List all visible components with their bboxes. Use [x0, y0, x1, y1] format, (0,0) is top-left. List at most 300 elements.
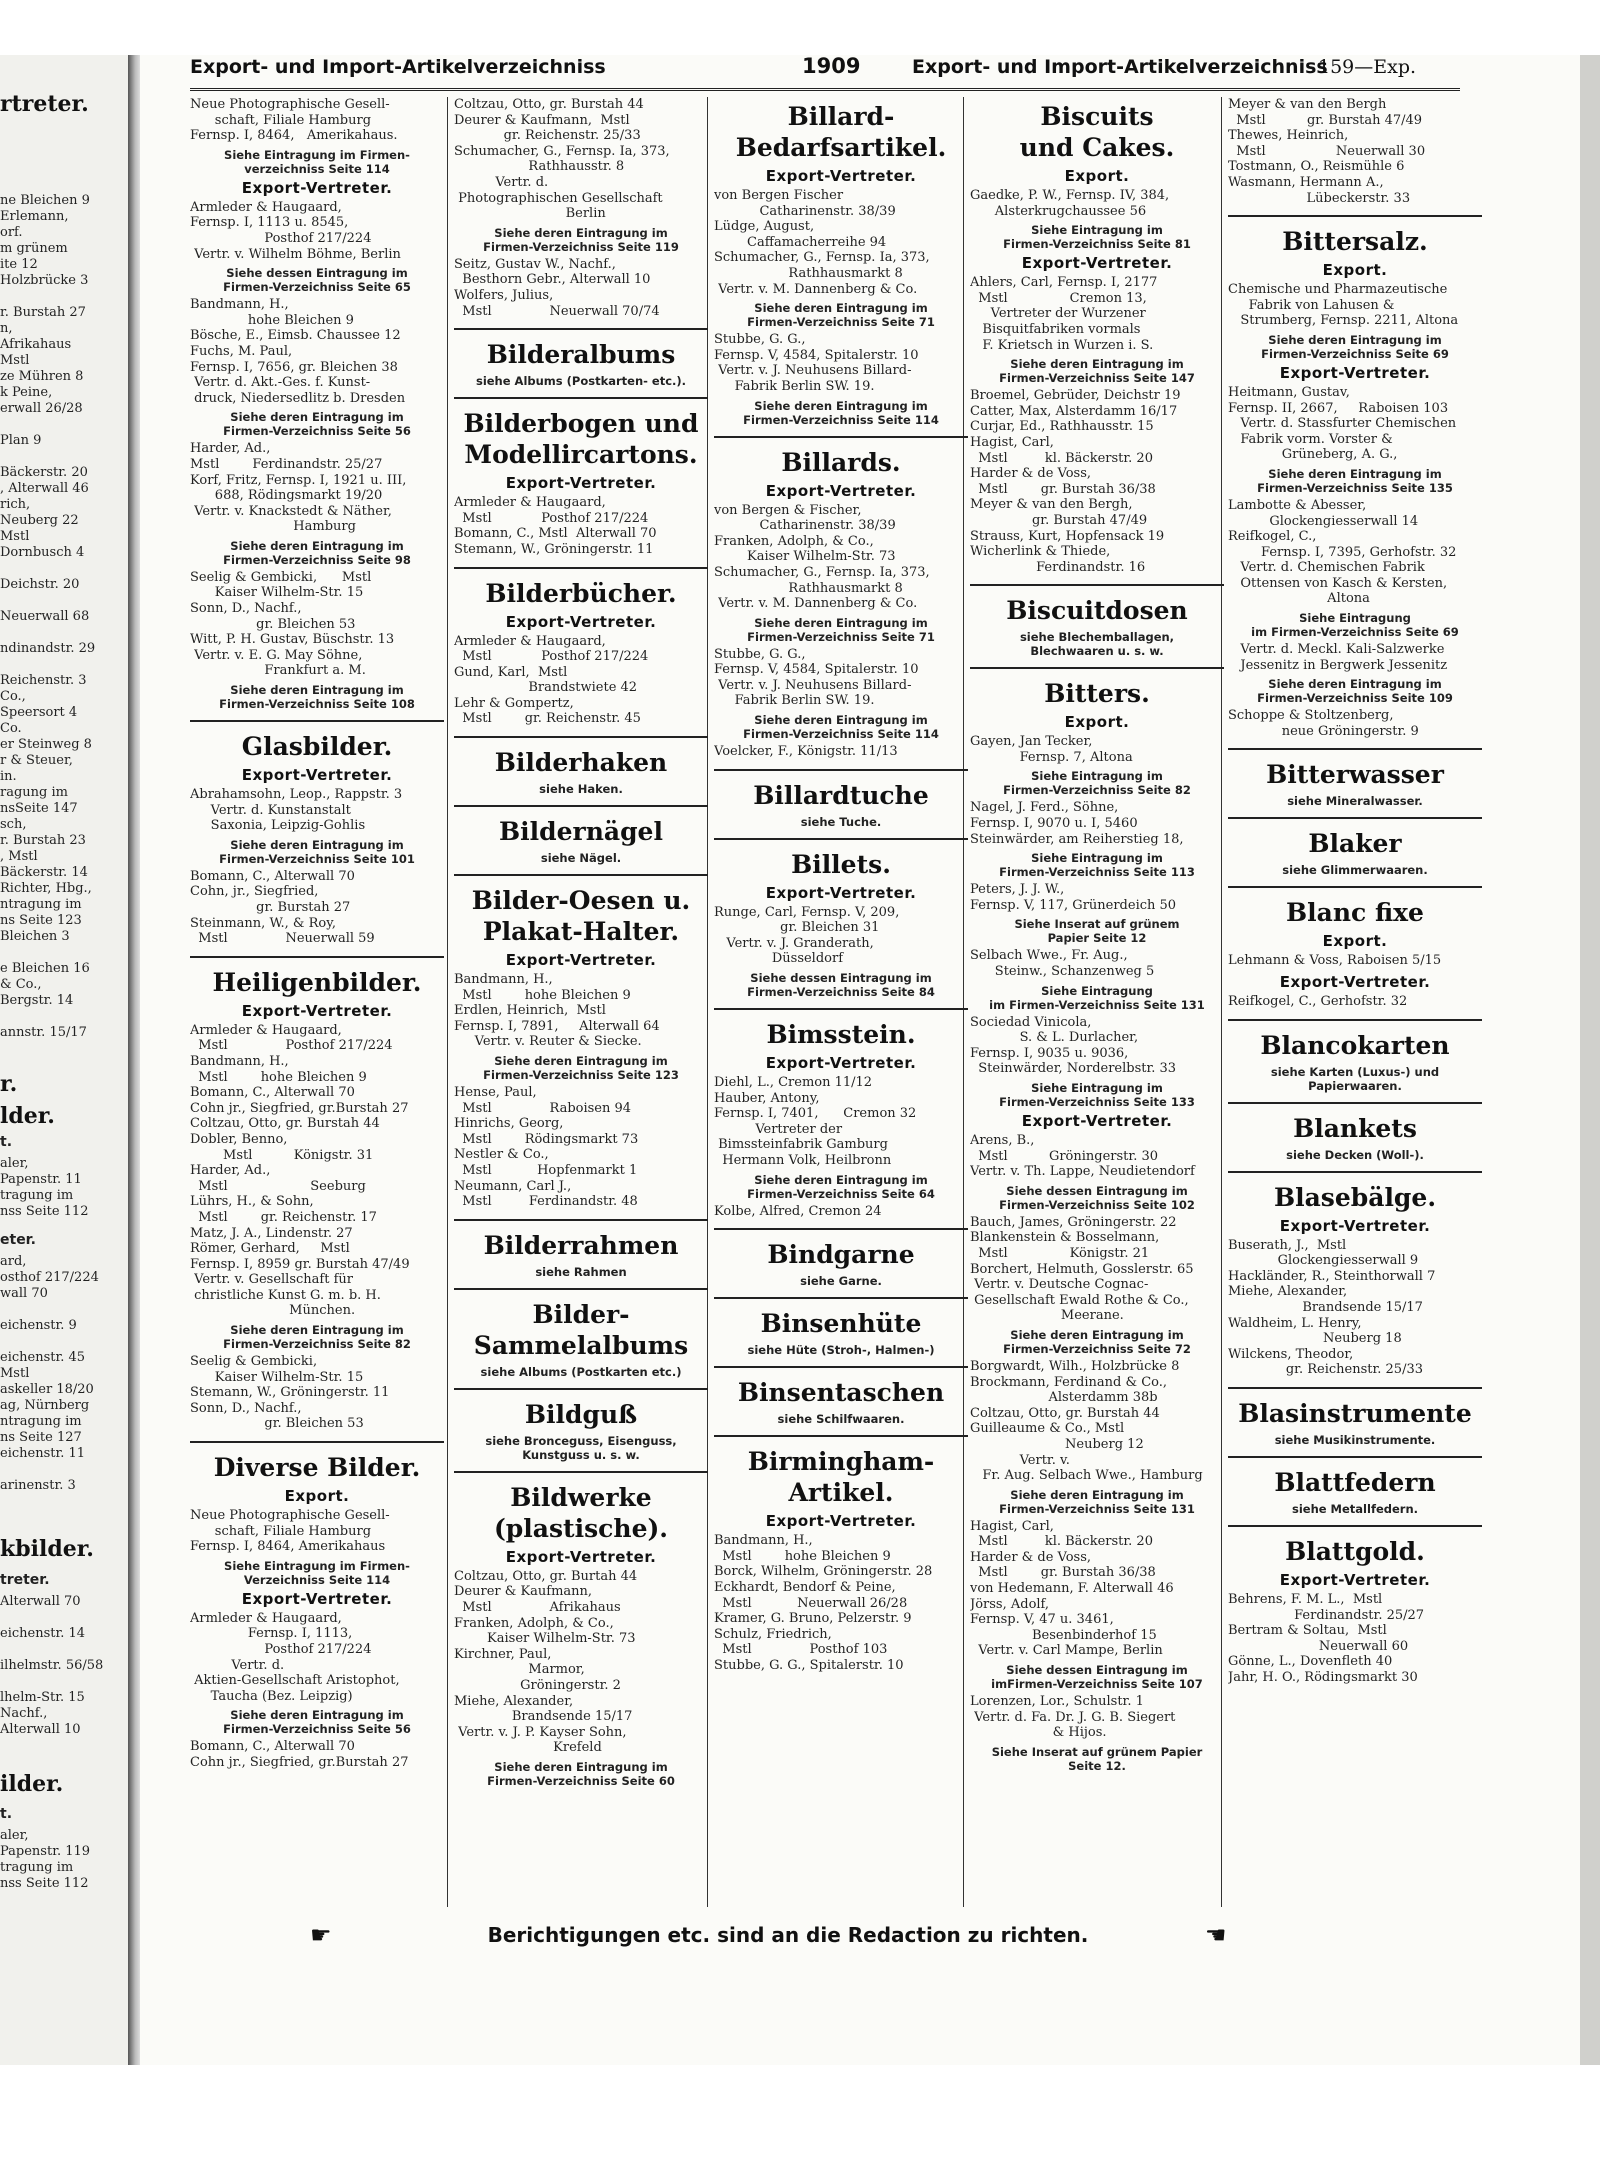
directory-entry-line: Glockengiesserwall 9 [1228, 1253, 1419, 1269]
directory-entry-line: Matz, J. A., Lindenstr. 27 [190, 1225, 353, 1241]
cross-reference-note: Siehe deren Eintragung im Firmen-Verzeichniss Seite 109 [1257, 677, 1453, 706]
entry-group [970, 1015, 1224, 1077]
directory-entry-line: Coltzau, Otto, gr. Burtah 44 [454, 1568, 638, 1584]
left-page-text-fragment: ite 12 [0, 257, 38, 272]
directory-entry-line: Vertr. v. Th. Lappe, Neudietendorf [970, 1164, 1195, 1180]
directory-entry-line: Vertr. v. Deutsche Cognac- [970, 1277, 1149, 1293]
directory-entry-line: Cohn, jr., Siegfried, [190, 884, 319, 900]
directory-entry-line: Schoppe & Stoltzenberg, [1228, 708, 1394, 724]
cross-reference-note: Siehe dessen Eintragung im Firmen-Verzeichniss Seite 84 [747, 971, 935, 1000]
directory-entry-line: Mstl gr. Burstah 36/38 [970, 1565, 1156, 1581]
left-page-text-fragment: t. [0, 1134, 13, 1150]
directory-entry-line: Vertr. d. [190, 1657, 285, 1673]
page-number: 159—Exp. [1318, 56, 1417, 78]
directory-entry-line: gr. Bleichen 31 [714, 920, 880, 936]
subsection-heading: Export-Vertreter. [505, 951, 657, 970]
entry-group [190, 787, 444, 834]
directory-entry-line: Dobler, Benno, [190, 1131, 288, 1147]
directory-entry-line: Neue Photographische Gesell- [190, 97, 390, 112]
section-divider [1228, 1102, 1482, 1104]
directory-entry-line: gr. Reichenstr. 25/33 [1228, 1362, 1423, 1378]
directory-entry-line: Vertr. v. M. Dannenberg & Co. [714, 596, 918, 612]
cross-reference-note: Siehe deren Eintragung im Firmen-Verzeichniss Seite 135 [1257, 466, 1453, 495]
directory-entry-line: Armleder & Haugaard, [190, 199, 342, 215]
left-page-text-fragment: ns Seite 123 [0, 913, 82, 928]
directory-entry-line: Kaiser Wilhelm-Str. 73 [714, 549, 896, 565]
directory-entry-line: Nagel, J. Ferd., Söhne, [970, 800, 1119, 816]
directory-entry-line: Chemische und Pharmazeutische [1228, 282, 1448, 298]
left-page-text-fragment: Reichenstr. 3 [0, 673, 87, 688]
section-heading: Blanc fixe [1286, 898, 1424, 928]
section-heading: Bilder-Sammelalbums [473, 1299, 689, 1360]
entry-group [1228, 1592, 1482, 1686]
directory-entry-line: Mstl gr. Reichenstr. 45 [454, 711, 641, 727]
section-heading: Bildernägel [499, 817, 663, 847]
subsection-heading: Export-Vertreter. [1279, 1216, 1431, 1235]
left-page-text-fragment: Bäckerstr. 20 [0, 465, 88, 480]
header-year: 1909 [802, 54, 861, 78]
directory-entry-line: Saxonia, Leipzig-Gohlis [190, 818, 366, 834]
entry-group [970, 1694, 1224, 1741]
section-heading: Blankets [1293, 1113, 1417, 1143]
directory-entry-line: Strumberg, Fernsp. 2211, Altona [1228, 313, 1459, 329]
directory-entry-line: Schumacher, G., Fernsp. Ia, 373, [454, 143, 670, 159]
cross-reference-note: siehe Haken. [539, 782, 623, 797]
directory-entry-line: Vertr. v. [970, 1452, 1070, 1468]
cross-reference-note: Siehe deren Eintragung im Firmen-Verzeichniss Seite 114 [743, 398, 939, 427]
entry-group [714, 503, 968, 612]
subsection-heading: Export. [284, 1487, 350, 1506]
directory-entry-line: Franken, Adolph, & Co., [714, 533, 874, 549]
directory-entry-line: Gesellschaft Ewald Rothe & Co., [970, 1292, 1189, 1308]
directory-entry-line: Alsterkrugchaussee 56 [970, 203, 1147, 219]
left-page-text-fragment: nsSeite 147 [0, 801, 78, 816]
entry-group [190, 97, 444, 144]
directory-entry-line: Harder & de Voss, [970, 466, 1092, 482]
directory-entry-line: Mstl Gröningerstr. 30 [970, 1148, 1158, 1164]
entry-group [1228, 385, 1482, 463]
subsection-heading: Export-Vertreter. [1279, 1570, 1431, 1589]
directory-entry-line: gr. Bleichen 53 [190, 616, 356, 632]
cross-reference-note: siehe Metallfedern. [1291, 1501, 1419, 1516]
directory-entry-line: Fernsp. I, 7891, Alterwall 64 [454, 1018, 660, 1034]
section-heading: Glasbilder. [241, 732, 393, 762]
directory-entry-line: Stubbe, G. G., Spitalerstr. 10 [714, 1657, 904, 1673]
directory-entry-line: Glockengiesserwall 14 [1228, 513, 1419, 529]
section-divider [190, 1441, 444, 1443]
section-heading: Bittersalz. [1282, 227, 1428, 257]
directory-entry-line: Mstl hohe Bleichen 9 [714, 1548, 891, 1564]
directory-entry-line: Bimssteinfabrik Gamburg [714, 1137, 888, 1153]
directory-entry-line: Aktien-Gesellschaft Aristophot, [190, 1673, 400, 1689]
left-page-text-fragment: er Steinweg 8 [0, 737, 92, 752]
directory-entry-line: Vertr. v. Reuter & Siecke. [454, 1034, 642, 1050]
entry-group [454, 495, 708, 557]
entry-group [970, 800, 1224, 847]
directory-entry-line: Lüdge, August, [714, 219, 815, 235]
section-heading: Bilderhaken [494, 748, 668, 778]
directory-entry-line: Heitmann, Gustav, [1228, 384, 1350, 400]
section-heading: Bimsstein. [766, 1020, 916, 1050]
section-divider [190, 720, 444, 722]
entry-group [714, 647, 968, 709]
left-page-text-fragment: ilder. [0, 1771, 64, 1797]
directory-entry-line: Broemel, Gebrüder, Deichstr 19 [970, 388, 1181, 404]
directory-entry-line: Vertreter der [714, 1121, 843, 1137]
left-page-text-fragment: Dornbusch 4 [0, 545, 85, 560]
section-divider [1228, 1525, 1482, 1527]
directory-entry-line: Neue Photographische Gesell- [190, 1508, 390, 1524]
column-rule [447, 97, 448, 1907]
section-heading: Bilderbücher. [485, 578, 677, 608]
section-divider [714, 1366, 968, 1368]
directory-entry-line: Mstl Posthof 217/224 [454, 649, 649, 665]
subsection-heading: Export-Vertreter. [505, 474, 657, 493]
directory-entry-line: druck, Niedersedlitz b. Dresden [190, 390, 406, 406]
entry-group [970, 188, 1224, 219]
directory-entry-line: Brockmann, Ferdinand & Co., [970, 1374, 1167, 1390]
subsection-heading: Export-Vertreter. [765, 1512, 917, 1531]
left-page-text-fragment: Erlemann, [0, 209, 69, 224]
directory-entry-line: Vertr. v. M. Dannenberg & Co. [714, 281, 918, 297]
section-divider [454, 736, 708, 738]
section-heading: Blaker [1308, 829, 1402, 859]
directory-entry-line: Mstl Cremon 13, [970, 290, 1147, 306]
entry-group [454, 1085, 708, 1210]
left-page-text-fragment: arinenstr. 3 [0, 1478, 76, 1493]
directory-column-3 [714, 97, 968, 1907]
directory-entry-line: Meyer & van den Bergh, [970, 497, 1133, 513]
left-page-text-fragment: Deichstr. 20 [0, 577, 80, 592]
entry-group [190, 441, 444, 535]
directory-entry-line: Bösche, E., Eimsb. Chaussee 12 [190, 328, 401, 344]
directory-entry-line: gr. Bleichen 53 [190, 1416, 364, 1432]
left-page-text-fragment: eter. [0, 1232, 36, 1248]
left-page-fragment [0, 55, 128, 2065]
left-page-text-fragment: ndinandstr. 29 [0, 641, 96, 656]
footer-notice [300, 1918, 1300, 1954]
cross-reference-note: Siehe deren Eintragung im Firmen-Verzeichniss Seite 71 [747, 615, 935, 644]
section-heading: Bilderrahmen [483, 1230, 679, 1260]
entry-group [714, 744, 968, 760]
directory-entry-line: Marmor, [454, 1662, 585, 1678]
directory-entry-line: Harder, Ad., [190, 1163, 271, 1179]
directory-entry-line: Jahr, H. O., Rödingsmarkt 30 [1228, 1669, 1418, 1685]
directory-column-1 [190, 97, 444, 1907]
cross-reference-note: Siehe deren Eintragung im Firmen-Verzeichniss Seite 101 [219, 837, 415, 866]
entry-group [1228, 642, 1482, 673]
cross-reference-note: Siehe Eintragung im Firmen-Verzeichniss Seite 131 [989, 983, 1205, 1012]
directory-entry-line: Fernsp. I, 9070 u. I, 5460 [970, 816, 1138, 832]
cross-reference-note: Siehe deren Eintragung im Firmen-Verzeichniss Seite 60 [487, 1759, 675, 1788]
directory-entry-line: Vertr. d. Meckl. Kali-Salzwerke [1228, 642, 1445, 658]
cross-reference-note: siehe Nägel. [540, 851, 622, 866]
left-page-text-fragment: Mstl [0, 1366, 30, 1381]
directory-entry-line: Voelcker, F., Königstr. 11/13 [714, 744, 898, 760]
directory-entry-line: Bertram & Soltau, Mstl [1228, 1623, 1387, 1639]
directory-entry-line: Bomann, C., Alterwall 70 [190, 868, 355, 884]
cross-reference-note: Siehe Inserat auf grünem Papier Seite 12 [1014, 917, 1180, 946]
directory-entry-line: Mstl Posthof 103 [714, 1642, 888, 1658]
directory-entry-line: Steinwärder, am Reiherstieg 18, [970, 831, 1184, 847]
cross-reference-note: Siehe Eintragung im Firmen-Verzeichniss Seite 81 [1003, 223, 1191, 252]
directory-entry-line: Mstl Neuerwall 30 [1228, 143, 1426, 159]
section-divider [1228, 886, 1482, 888]
left-page-text-fragment: osthof 217/224 [0, 1270, 99, 1285]
directory-entry-line: Vertreter der Wurzener [970, 306, 1146, 322]
left-page-text-fragment: Co. [0, 721, 22, 736]
section-divider [454, 805, 708, 807]
directory-entry-line: Bauch, James, Gröningerstr. 22 [970, 1214, 1177, 1230]
directory-entry-line: Mstl Rödingsmarkt 73 [454, 1131, 639, 1147]
directory-entry-line: Sonn, D., Nachf., [190, 601, 302, 617]
entry-group [970, 1359, 1224, 1484]
entry-group [1228, 708, 1482, 739]
left-page-text-fragment: rtreter. [0, 91, 89, 117]
left-page-text-fragment: aler, [0, 1828, 29, 1843]
section-divider [454, 1471, 708, 1473]
cross-reference-note: Siehe dessen Eintragung im imFirmen-Verzeichniss Seite 107 [991, 1663, 1203, 1692]
section-divider [454, 1219, 708, 1221]
left-page-text-fragment: Afrikahaus [0, 337, 72, 352]
directory-entry-line: Steinmann, W., & Roy, [190, 915, 336, 931]
directory-entry-line: Brandsende 15/17 [1228, 1300, 1423, 1315]
entry-group [714, 905, 968, 967]
directory-entry-line: Gayen, Jan Tecker, [970, 734, 1093, 750]
directory-entry-line: Jörss, Adolf, [970, 1596, 1050, 1612]
left-page-text-fragment: ilhelmstr. 56/58 [0, 1658, 104, 1673]
section-heading: Bitters. [1044, 679, 1150, 709]
directory-entry-line: Erdlen, Heinrich, Mstl [454, 1003, 606, 1019]
cross-reference-note: Siehe deren Eintragung im Firmen-Verzeichniss Seite 147 [999, 357, 1195, 386]
section-divider [1228, 817, 1482, 819]
left-page-text-fragment: Alterwall 70 [0, 1594, 81, 1609]
section-heading: Bilder-Oesen u. Plakat-Halter. [471, 886, 691, 947]
directory-entry-line: Vertr. v. E. G. May Söhne, [190, 647, 363, 663]
left-page-text-fragment: & Co., [0, 977, 42, 992]
directory-entry-line: Bandmann, H., [714, 1533, 813, 1549]
entry-group [190, 297, 444, 406]
cross-reference-note: Siehe deren Eintragung im Firmen-Verzeichniss Seite 131 [999, 1487, 1195, 1516]
directory-entry-line: Reifkogel, C., Gerhofstr. 32 [1228, 994, 1408, 1010]
directory-entry-line: Steinw., Schanzenweg 5 [970, 964, 1155, 980]
left-page-text-fragment: Plan 9 [0, 433, 42, 448]
header-title-right: Export- und Import-Artikelverzeichniss [912, 56, 1328, 78]
subsection-heading: Export-Vertreter. [1021, 1112, 1173, 1130]
directory-entry-line: Alsterdamm 38b [970, 1390, 1158, 1406]
left-page-text-fragment: orf. [0, 225, 23, 240]
entry-group [970, 948, 1224, 979]
running-head [190, 48, 1460, 91]
directory-entry-line: Arens, B., [970, 1133, 1035, 1148]
entry-group [714, 1533, 968, 1673]
directory-entry-line: Hagist, Carl, [970, 434, 1054, 450]
directory-entry-line: Fernsp. I, 9035 u. 9036, [970, 1045, 1129, 1061]
entry-group [970, 1133, 1224, 1180]
left-page-text-fragment: rich, [0, 497, 31, 512]
subsection-heading: Export-Vertreter. [241, 1589, 393, 1608]
directory-entry-line: Korf, Fritz, Fernsp. I, 1921 u. III, [190, 472, 407, 488]
directory-entry-line: Lübeckerstr. 33 [1228, 190, 1411, 206]
entry-group [714, 188, 968, 297]
left-page-text-fragment: Holzbrücke 3 [0, 273, 89, 288]
directory-entry-line: Armleder & Haugaard, [454, 633, 606, 649]
directory-entry-line: Fabrik Berlin SW. 19. [714, 378, 875, 394]
directory-entry-line: von Bergen Fischer [714, 188, 844, 203]
directory-entry-line: gr. Burstah 27 [190, 900, 351, 915]
cross-reference-note: Siehe Eintragung im Firmen- verzeichniss Seite 114 [224, 147, 410, 176]
section-heading: Diverse Bilder. [213, 1453, 421, 1483]
left-page-text-fragment: eichenstr. 9 [0, 1318, 77, 1333]
directory-entry-line: Catharinenstr. 38/39 [714, 518, 896, 534]
directory-entry-line: Diehl, L., Cremon 11/12 [714, 1075, 873, 1091]
directory-entry-line: Lehmann & Voss, Raboisen 5/15 [1228, 953, 1442, 969]
left-page-text-fragment: nss Seite 112 [0, 1204, 89, 1219]
cross-reference-note: Siehe deren Eintragung im Firmen-Verzeichniss Seite 119 [483, 225, 679, 254]
directory-entry-line: Stemann, W., Gröningerstr. 11 [454, 541, 654, 557]
section-heading: Billets. [791, 849, 891, 879]
left-page-text-fragment: eichenstr. 11 [0, 1446, 86, 1461]
subsection-heading: Export-Vertreter. [505, 1547, 657, 1566]
directory-entry-line: Hackländer, R., Steinthorwall 7 [1228, 1268, 1436, 1284]
cross-reference-note: Siehe dessen Eintragung im Firmen-Verzeichniss Seite 65 [223, 266, 411, 295]
cross-reference-note: Siehe Inserat auf grünem Papier Seite 12. [991, 1744, 1203, 1773]
directory-entry-line: Posthof 217/224 [190, 1642, 372, 1657]
directory-entry-line: Mstl Neuerwall 70/74 [454, 303, 660, 319]
directory-entry-line: Steinwärder, Norderelbstr. 33 [970, 1061, 1177, 1077]
section-heading: Bilderbogen und Modellircartons. [463, 409, 699, 470]
directory-entry-line: Fernsp. V, 47 u. 3461, [970, 1612, 1114, 1628]
directory-entry-line: Hermann Volk, Heilbronn [714, 1153, 892, 1168]
directory-entry-line: Abrahamsohn, Leop., Rappstr. 3 [190, 787, 403, 803]
directory-entry-line: Hense, Paul, [454, 1085, 537, 1101]
directory-entry-line: Reifkogel, C., [1228, 529, 1317, 545]
directory-entry-line: Borgwardt, Wilh., Holzbrücke 8 [970, 1358, 1180, 1374]
header-title-left: Export- und Import-Artikelverzeichniss [190, 56, 606, 78]
cross-reference-note: Siehe deren Eintragung im Firmen-Verzeichniss Seite 69 [1261, 332, 1449, 361]
subsection-heading: Export-Vertreter. [1279, 973, 1431, 992]
left-page-text-fragment: ntragung im [0, 1414, 82, 1429]
cross-reference-note: Siehe Eintragung im Firmen-Verzeichniss Seite 69 [1251, 611, 1459, 640]
left-page-text-fragment: Mstl [0, 353, 30, 368]
section-divider [454, 328, 708, 330]
directory-entry-line: Mstl Königstr. 21 [970, 1245, 1150, 1261]
directory-entry-line: 688, Rödingsmarkt 19/20 [190, 488, 383, 504]
directory-entry-line: Harder, Ad., [190, 441, 271, 457]
left-page-text-fragment: r & Steuer, [0, 753, 73, 768]
directory-entry-line: Vertr. d. Stassfurter Chemischen [1228, 416, 1457, 432]
directory-entry-line: Bisquitfabriken vormals [970, 321, 1141, 337]
cross-reference-note: Siehe deren Eintragung im Firmen-Verzeichniss Seite 56 [223, 1708, 411, 1737]
directory-entry-line: Neuberg 12 [970, 1436, 1144, 1452]
entry-group [190, 1611, 444, 1705]
directory-entry-line: schaft, Filiale Hamburg [190, 1523, 372, 1539]
section-heading: Binsenhüte [760, 1309, 922, 1339]
entry-group [454, 634, 708, 728]
left-page-text-fragment: Nachf., [0, 1706, 48, 1721]
cross-reference-note: siehe Decken (Woll-). [1286, 1147, 1424, 1162]
entry-group [714, 1075, 968, 1169]
directory-entry-line: Ferdinandstr. 25/27 [1228, 1607, 1425, 1623]
entry-group [1228, 953, 1482, 969]
directory-entry-line: Selbach Wwe., Fr. Aug., [970, 948, 1128, 964]
directory-entry-line: F. Krietsch in Wurzen i. S. [970, 337, 1154, 353]
directory-entry-line: Posthof 217/224 [190, 230, 372, 246]
subsection-heading: Export-Vertreter. [241, 178, 393, 197]
cross-reference-note: siehe Garne. [800, 1274, 882, 1289]
left-page-text-fragment: ard, [0, 1254, 27, 1269]
left-page-text-fragment: k Peine, [0, 385, 53, 400]
left-page-text-fragment: Neuerwall 68 [0, 609, 90, 624]
left-page-text-fragment: Bäckerstr. 14 [0, 865, 88, 880]
directory-entry-line: Vertr. v. Wilhelm Böhme, Berlin [190, 246, 401, 262]
directory-entry-line: Catharinenstr. 38/39 [714, 203, 896, 219]
directory-column-4 [970, 97, 1224, 1907]
footer-text: Berichtigungen etc. sind an die Redaction zu richten. [487, 1923, 1089, 1947]
cross-reference-note: Siehe deren Eintragung im Firmen-Verzeichniss Seite 72 [1003, 1327, 1191, 1356]
cross-reference-note: Siehe Eintragung im Firmen-Verzeichniss Seite 82 [1003, 769, 1191, 798]
directory-entry-line: Mstl Neuerwall 26/28 [714, 1595, 908, 1611]
entry-group [970, 388, 1224, 575]
directory-entry-line: Vertr. d. Akt.-Ges. f. Kunst- [190, 375, 371, 391]
directory-entry-line: von Hedemann, F. Alterwall 46 [970, 1581, 1174, 1597]
directory-entry-line: Meyer & van den Bergh [1228, 97, 1387, 112]
directory-entry-line: Gaedke, P. W., Fernsp. IV, 384, [970, 188, 1170, 203]
section-heading: Bildguß [524, 1399, 638, 1429]
section-divider [714, 1435, 968, 1437]
section-heading: Binsentaschen [737, 1378, 945, 1408]
directory-entry-line: Sonn, D., Nachf., [190, 1400, 302, 1416]
directory-entry-line: Hamburg [190, 519, 356, 535]
directory-entry-line: Rathhausstr. 8 [454, 159, 625, 175]
directory-entry-line: Ferdinandstr. 16 [970, 559, 1146, 575]
directory-entry-line: München. [190, 1303, 356, 1319]
section-heading: Bildwerke (plastische). [493, 1482, 669, 1543]
directory-entry-line: Wicherlink & Thiede, [970, 544, 1111, 560]
entry-group [190, 1354, 444, 1432]
directory-entry-line: Seitz, Gustav W., Nachf., [454, 256, 616, 272]
section-heading: Blattgold. [1285, 1536, 1425, 1566]
left-page-text-fragment: annstr. 15/17 [0, 1025, 87, 1040]
section-divider [714, 769, 968, 771]
directory-entry-line: Grüneberg, A. G., [1228, 447, 1398, 463]
directory-entry-line: Kirchner, Paul, [454, 1646, 552, 1662]
cross-reference-note: Siehe dessen Eintragung im Firmen-Verzeichniss Seite 102 [999, 1183, 1195, 1212]
cross-reference-note: siehe Mineralwasser. [1287, 794, 1423, 809]
left-page-text-fragment: Neuberg 22 [0, 513, 79, 528]
left-page-text-fragment: Papenstr. 119 [0, 1844, 91, 1859]
cross-reference-note: siehe Tuche. [800, 814, 882, 829]
section-divider [1228, 1387, 1482, 1389]
section-divider [1228, 748, 1482, 750]
directory-entry-line: Berlin [454, 206, 606, 222]
directory-entry-line: Brandsende 15/17 [454, 1709, 633, 1725]
subsection-heading: Export-Vertreter. [241, 766, 393, 785]
entry-group [190, 869, 444, 947]
section-divider [714, 1008, 968, 1010]
cross-reference-note: Siehe deren Eintragung im Firmen-Verzeichniss Seite 56 [223, 410, 411, 439]
left-page-text-fragment: lder. [0, 1103, 55, 1129]
entry-group [1228, 1238, 1482, 1378]
cross-reference-note: Siehe deren Eintragung im Firmen-Verzeichniss Seite 114 [743, 713, 939, 742]
left-page-text-fragment: lhelm-Str. 15 [0, 1690, 85, 1705]
directory-entry-line: Vertr. v. J. Neuhusens Billard- [714, 363, 912, 379]
entry-group [970, 1215, 1224, 1324]
directory-entry-line: Fernsp. 7, Altona [970, 749, 1133, 765]
directory-entry-line: Vertr. d. [454, 174, 549, 190]
directory-entry-line: Vertr. v. J. P. Kayser Sohn, [454, 1724, 627, 1740]
directory-entry-line: Miehe, Alexander, [454, 1693, 574, 1709]
